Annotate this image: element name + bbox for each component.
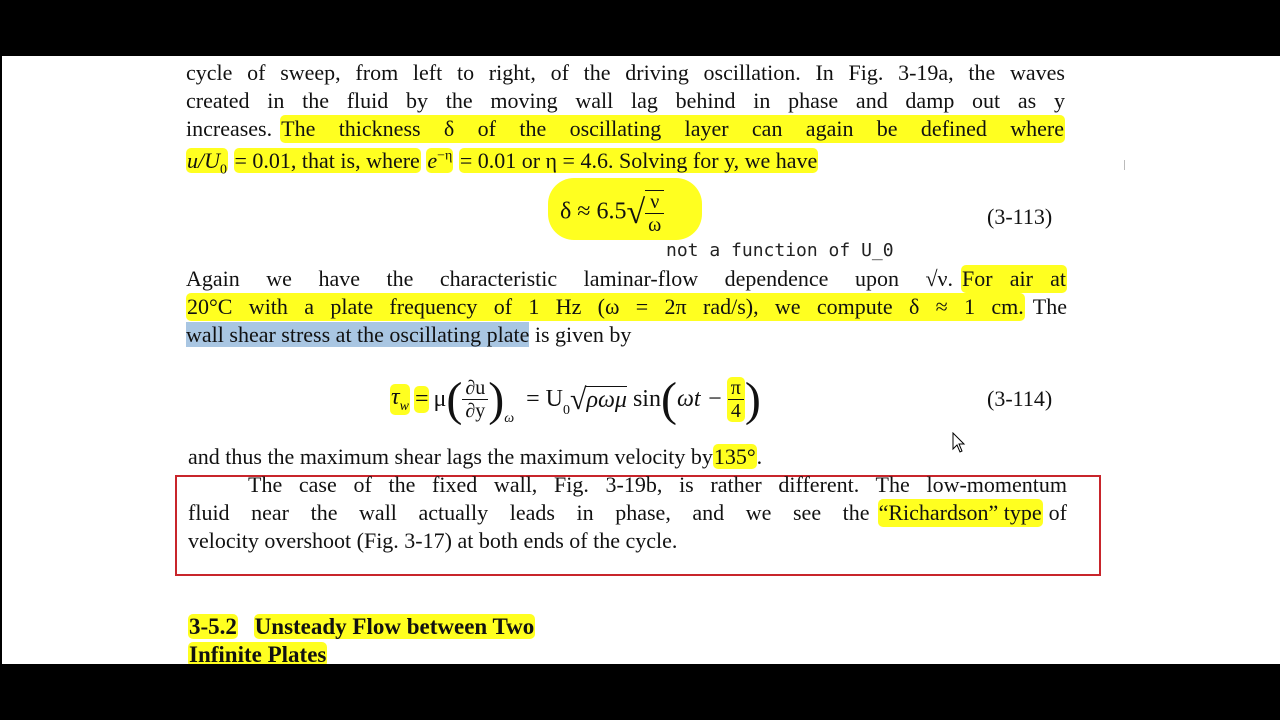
handwritten-annotation: not a function of U_0 xyxy=(666,240,894,261)
text-span: increases. xyxy=(186,116,273,141)
highlighted-text: = 0.01, that is, where xyxy=(234,148,420,174)
text-line xyxy=(186,321,631,349)
text-span: is given by xyxy=(534,322,632,347)
sqrt-icon: √ xyxy=(626,194,646,231)
text-line: cycle of sweep, from left to right, of the driving oscillation. In Fig. 3-19a, the waves xyxy=(186,60,1065,85)
text-line: and thus the maximum shear lags the maximum velocity by135°. xyxy=(188,444,763,469)
margin-mark xyxy=(1124,160,1125,170)
sqrt-icon: √ xyxy=(569,382,587,416)
section-number: 3-5.2 xyxy=(189,614,237,639)
text-span: of xyxy=(1048,500,1067,525)
highlighted-text: = 0.01 or η = 4.6. Solving for y, we have xyxy=(459,148,818,174)
text-span: fluid near the wall actually leads in phase, and we see the xyxy=(188,500,870,525)
text-span: The xyxy=(1032,294,1067,319)
equation-3-113: δ ≈ 6.5√ $\frac{\nu}{\omega}$ xyxy=(560,190,664,236)
highlighted-text: $e^{-\eta}$ xyxy=(427,148,453,174)
text-line xyxy=(188,499,1067,527)
highlighted-symbol: = xyxy=(414,386,429,412)
equation-number: (3-114) xyxy=(987,386,1053,411)
text-line: velocity overshoot (Fig. 3-17) at both ends of the cycle. xyxy=(188,528,678,553)
highlighted-symbol: $\tau_w$ xyxy=(391,384,409,414)
text-span: Again we have the characteristic laminar-flow dependence upon √ν. xyxy=(186,266,953,291)
text-span: and thus the maximum shear lags the maximum velocity by xyxy=(188,444,713,469)
text-line: created in the fluid by the moving wall lag behind in phase and damp out as y xyxy=(186,88,1065,113)
fraction: $\frac{\nu}{\omega}$ xyxy=(645,190,664,236)
equation-number: (3-113) xyxy=(987,204,1053,229)
equation-3-114: $\tau_w$ = μ ( $\frac{\partial u}{\partial y}$ ) ω = U $_0$ √ ρωμ sin ( ωt − $\frac{\pi}{4}$ ) xyxy=(391,373,761,426)
mouse-pointer-icon xyxy=(952,432,966,454)
text-line xyxy=(186,115,1065,143)
section-title: Infinite Plates xyxy=(188,642,327,664)
highlighted-fraction: $\frac{\pi}{4}$ xyxy=(727,377,745,422)
highlighted-text: For air at xyxy=(962,266,1066,291)
section-title: Unsteady Flow between Two xyxy=(254,614,535,639)
document-page xyxy=(2,56,1280,664)
highlighted-text: 20°C with a plate frequency of 1 Hz (ω = 2π rad/s), we compute δ ≈ 1 cm. xyxy=(187,294,1024,319)
text-line: The case of the fixed wall, Fig. 3-19b, is rather different. The low-momentum xyxy=(248,472,1067,497)
highlighted-text: $u/U_0$ xyxy=(187,148,227,178)
highlighted-text: 135° xyxy=(713,444,756,469)
highlighted-text: The thickness δ of the oscillating layer can again be defined where xyxy=(281,116,1064,141)
highlighted-text: “Richardson” type xyxy=(878,500,1042,525)
text-line xyxy=(186,293,1067,321)
section-heading-line2 xyxy=(188,642,327,664)
text-line xyxy=(186,265,1067,293)
selected-text[interactable]: wall shear stress at the oscillating plate xyxy=(186,322,530,347)
derivative-fraction: $\frac{\partial u}{\partial y}$ xyxy=(462,377,488,422)
section-heading xyxy=(188,614,535,640)
